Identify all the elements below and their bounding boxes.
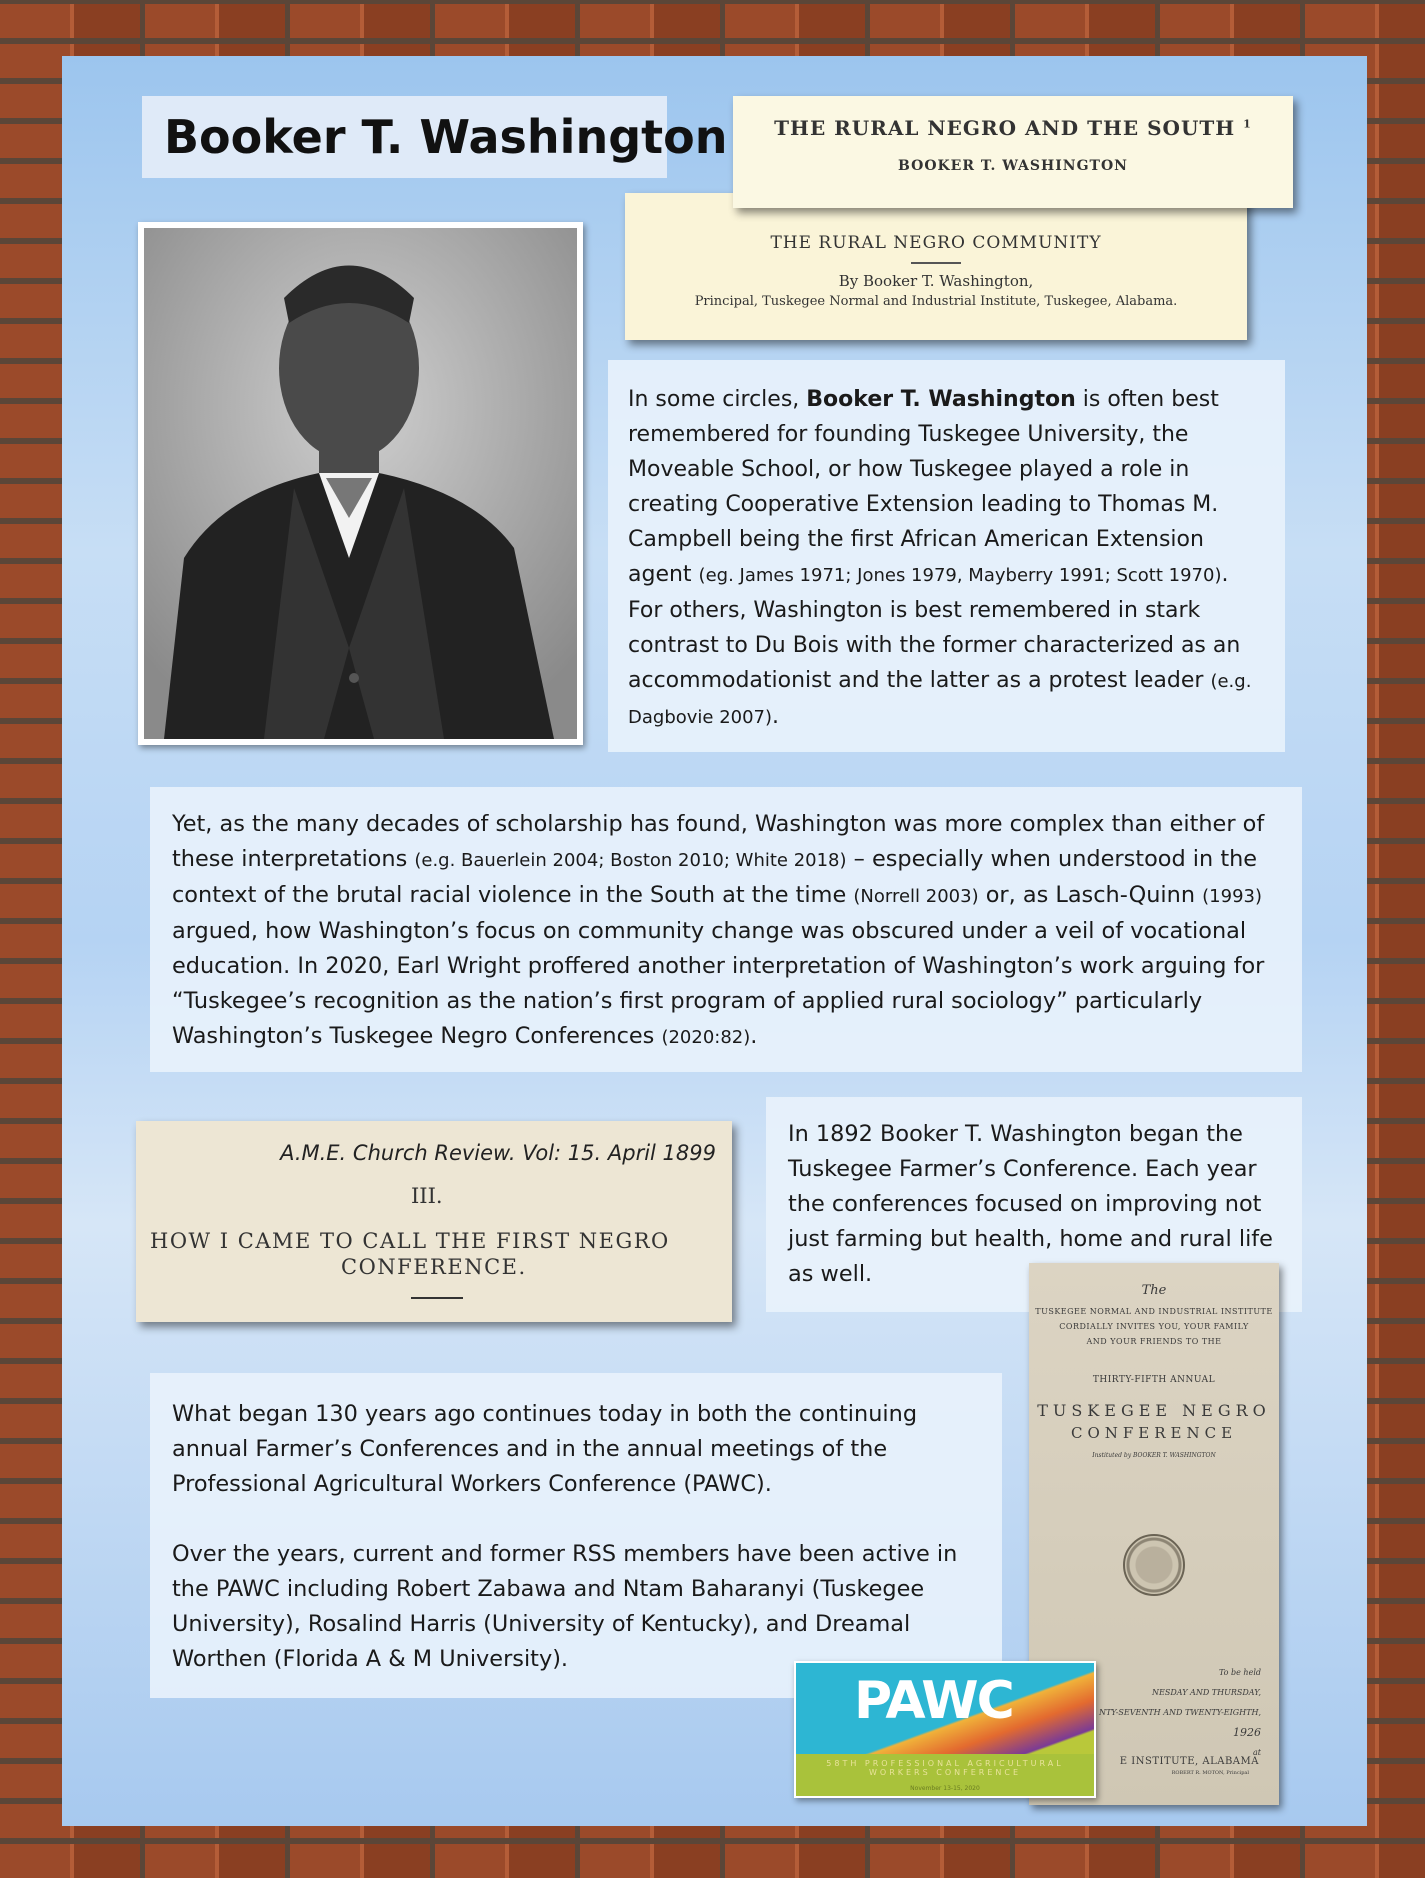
portrait-image: [144, 228, 577, 739]
clipping-affiliation: Principal, Tuskegee Normal and Industrial Institute, Tuskegee, Alabama.: [694, 294, 1178, 309]
pawc-wordmark: PAWC: [854, 1671, 1013, 1731]
divider: [911, 262, 961, 264]
clipping-byline: By Booker T. Washington,: [838, 272, 1034, 290]
conference-program-cover: The TUSKEGEE NORMAL AND INDUSTRIAL INSTITUTE CORDIALLY INVITES YOU, YOUR FAMILY AND YOUR FRIENDS TO THE THIRTY-FIFTH ANNUAL TUSKEGEE NEGRO CONFERENCE Instituted by BOOKER T. WASHINGTON To be held NESDAY AND THURSDAY, NTY-SEVENTH AND TWENTY-EIGHTH, 1926 at E INSTITUTE, ALABAMA ROBERT R. MOTON, Principal: [1029, 1263, 1279, 1805]
pawc-subtitle: 58TH PROFESSIONAL AGRICULTURAL WORKERS CONFERENCE: [826, 1759, 1064, 1777]
conference-paragraph: In 1892 Booker T. Washington began the Tuskegee Farmer’s Conference. Each year the conferences focused on improving not just farming but health, home and rural life as well.: [766, 1097, 1302, 1312]
footnote-mark: 1: [1243, 117, 1252, 131]
clipping-heading: THE RURAL NEGRO AND THE SOUTH: [774, 116, 1236, 140]
clipping-heading-cont: CONFERENCE.: [341, 1255, 527, 1279]
citation: (e.g. Dagbovie 2007): [628, 671, 1252, 728]
clipping-ame-review: [136, 1121, 732, 1322]
title-box: [142, 96, 728, 178]
pawc-logo: [794, 1661, 1096, 1798]
citation: (e.g. Bauerlein 2004; Boston 2010; White 2018): [414, 850, 847, 871]
divider: [411, 1297, 463, 1299]
portrait-photo: [138, 222, 583, 745]
clipping-heading: THE RURAL NEGRO COMMUNITY: [770, 233, 1102, 253]
citation: (2020:82): [661, 1027, 751, 1048]
name-bold: Booker T. Washington: [806, 387, 1076, 412]
page-title: Booker T. Washington: [164, 110, 728, 164]
clipping-number: III.: [411, 1184, 443, 1208]
citation: (Norrell 2003): [853, 886, 979, 907]
citation: (eg. James 1971; Jones 1979, Mayberry 1991; Scott 1970): [698, 565, 1222, 586]
scholarship-paragraph: Yet, as the many decades of scholarship has found, Washington was more complex than either of these interpretations (e.g. Bauerlein 2004; Boston 2010; White 2018) – especially when understood in the context of the brutal racial violence in the South at the time (Norrell 2003) or, as Lasch-Quinn (1993) argued, how Washington’s focus on community change was obscured under a veil of vocational education. In 2020, Earl Wright proffered another interpretation of Washington’s work arguing for “Tuskegee’s recognition as the nation’s first program of applied rural sociology” particularly Washington’s Tuskegee Negro Conferences (2020:82).: [150, 787, 1302, 1072]
institute-seal-icon: [1123, 1534, 1185, 1596]
pawc-date: November 13-15, 2020: [910, 1785, 980, 1792]
clipping-heading: HOW I CAME TO CALL THE FIRST NEGRO: [150, 1229, 670, 1253]
clipping-caption: A.M.E. Church Review. Vol: 15. April 1899: [280, 1141, 716, 1165]
clipping-byline: BOOKER T. WASHINGTON: [898, 158, 1128, 174]
pawc-paragraph: What began 130 years ago continues today in both the continuing annual Farmer’s Conferences and in the annual meetings of the Professional Agricultural Workers Conference (PAWC). Over the years, current and former RSS members have been active in the PAWC including Robert Zabawa and Ntam Baharanyi (Tuskegee University), Rosalind Harris (University of Kentucky), and Dreamal Worthen (Florida A & M University).: [150, 1373, 1002, 1698]
intro-paragraph: In some circles, Booker T. Washington is often best remembered for founding Tuskegee University, the Moveable School, or how Tuskegee played a role in creating Cooperative Extension leading to Thomas M. Campbell being the first African American Extension agent (eg. James 1971; Jones 1979, Mayberry 1991; Scott 1970). For others, Washington is best remembered in stark contrast to Du Bois with the former characterized as an accommodationist and the latter as a protest leader (e.g. Dagbovie 2007).: [608, 360, 1285, 752]
citation: (1993): [1202, 886, 1263, 907]
clipping-rural-south: [733, 96, 1293, 208]
clipping-rural-community: [625, 193, 1247, 340]
